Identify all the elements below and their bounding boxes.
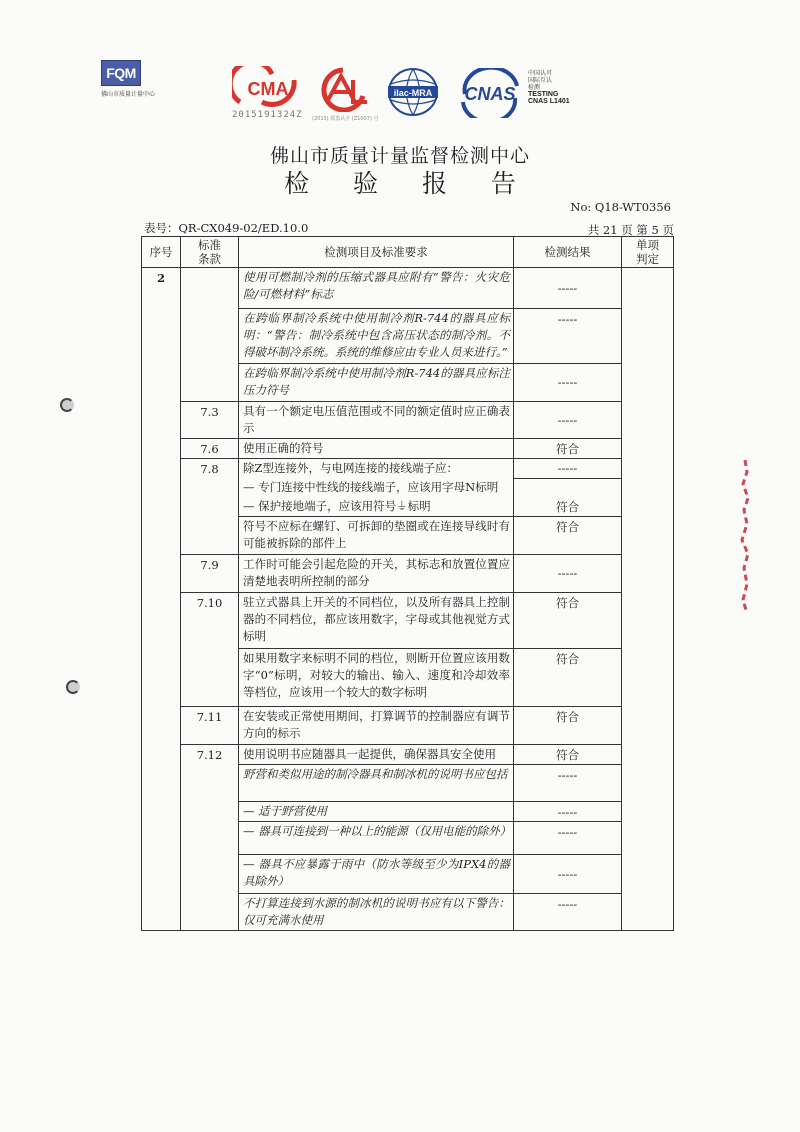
requirement-cell: 使用正确的符号 (239, 439, 514, 459)
result-cell: ----- (514, 555, 622, 593)
result-cell: ----- (514, 364, 622, 402)
requirement-cell: 工作时可能会引起危险的开关，其标志和放置位置应清楚地表明所控制的部分 (239, 555, 514, 593)
fqm-logo-subtitle: 佛山市质量计量中心 (101, 91, 156, 98)
fqm-logo-mark: FQM (101, 60, 141, 86)
requirement-cell: 具有一个额定电压值范围或不同的额定值时应正确表示 (239, 402, 514, 439)
test-report-table (141, 236, 674, 931)
requirement-cell: 除Z型连接外，与电网连接的接线端子应： (239, 459, 514, 479)
result-cell: 符合 (514, 497, 622, 517)
result-cell: 符合 (514, 439, 622, 459)
result-cell: ----- (514, 802, 622, 822)
result-cell: ----- (514, 822, 622, 855)
requirement-cell: 使用可燃制冷剂的压缩式器具应附有“警告：火灾危险/可燃材料”标志 (239, 268, 514, 309)
result-cell: 符合 (514, 517, 622, 555)
requirement-cell: 在跨临界制冷系统中使用制冷剂R-744的器具应标注压力符号 (239, 364, 514, 402)
header-item: 检测项目及标准要求 (239, 237, 514, 268)
ilac-mra-logo-text: ilac-MRA (393, 88, 433, 98)
clause-cell: 7.12 (181, 745, 239, 931)
header-verdict: 单项判定 (622, 237, 674, 268)
result-cell: ----- (514, 894, 622, 931)
page-count: 共 21 页 第 5 页 (587, 223, 674, 237)
cnas-notes (528, 70, 570, 105)
cnas-note-number: CNAS L1401 (528, 98, 570, 105)
header-clause: 标准条款 (181, 237, 239, 268)
cnas-note-line: 检测 (528, 84, 541, 91)
table-row (142, 707, 674, 745)
result-cell: ----- (514, 765, 622, 802)
result-cell: 符合 (514, 745, 622, 765)
requirement-cell: 符号不应标在螺钉、可拆卸的垫圈或在连接导线时有可能被拆除的部件上 (239, 517, 514, 555)
table-row (142, 745, 674, 765)
seq-cell: 2 (142, 268, 181, 931)
result-cell: 符合 (514, 649, 622, 707)
requirement-cell: 在跨临界制冷系统中使用制冷剂R-744的器具应标明：“警告：制冷系统中包含高压状态的制冷剂。不得破坏制冷系统。系统的维修应由专业人员来进行。” (239, 309, 514, 364)
clause-cell: 7.8 (181, 459, 239, 555)
cal-logo (313, 66, 373, 112)
result-cell: ----- (514, 855, 622, 894)
result-cell: ----- (514, 309, 622, 364)
result-cell: 符合 (514, 593, 622, 649)
header-result: 检测结果 (514, 237, 622, 268)
cma-logo-text: CMA (247, 79, 289, 99)
verdict-cell (622, 268, 674, 931)
clause-cell: 7.10 (181, 593, 239, 707)
punch-hole-mark (60, 398, 74, 412)
requirement-cell: — 适于野营使用 (239, 802, 514, 822)
organization-title: 佛山市质量计量监督检测中心 (269, 145, 530, 167)
cal-subtitle: (2015) 质监认字 (Z1007) 号 (312, 116, 379, 122)
cnas-logo (455, 68, 525, 118)
requirement-cell: 如果用数字来标明不同的档位，则断开位置应该用数字“0”标明，对较大的输出、输入、速度和冷却效率等档位，应该用一个较大的数字标明 (239, 649, 514, 707)
fqm-logo (101, 60, 156, 98)
requirement-cell: 使用说明书应随器具一起提供，确保器具安全使用 (239, 745, 514, 765)
cnas-note-testing: TESTING (528, 91, 559, 98)
result-cell: 符合 (514, 707, 622, 745)
requirement-cell: — 专门连接中性线的接线端子，应该用字母N标明 (239, 478, 514, 497)
requirement-cell: — 器具不应暴露于雨中（防水等级至少为IPX4的器具除外） (239, 855, 514, 894)
form-number: 表号：QR-CX049-02/ED.10.0 (144, 221, 309, 235)
cnas-note-line: 中国认可 (528, 70, 553, 77)
cma-number: 2015191324Z (232, 110, 303, 120)
cnas-logo-text: CNAS (464, 84, 516, 104)
edge-stamp-mark (738, 460, 752, 610)
clause-cell: 7.6 (181, 439, 239, 459)
requirement-cell: — 保护接地端子，应该用符号⏚标明 (239, 497, 514, 517)
clause-cell: 7.9 (181, 555, 239, 593)
table-row (142, 459, 674, 479)
report-title: 检 验 报 告 (284, 169, 534, 198)
table-row (142, 268, 674, 309)
result-cell: ----- (514, 402, 622, 439)
table-row (142, 439, 674, 459)
table-header-row (142, 237, 674, 268)
result-cell: ----- (514, 459, 622, 479)
requirement-cell: 野营和类似用途的制冷器具和制冰机的说明书应包括 (239, 765, 514, 802)
requirement-cell: — 器具可连接到一种以上的能源（仅用电能的除外） (239, 822, 514, 855)
report-number: No: Q18-WT0356 (570, 200, 671, 214)
requirement-cell: 不打算连接到水源的制冰机的说明书应有以下警告：仅可充满水使用 (239, 894, 514, 931)
punch-hole-mark (66, 680, 80, 694)
cma-logo (232, 66, 304, 108)
table-row (142, 593, 674, 649)
table-row (142, 402, 674, 439)
result-cell (514, 478, 622, 497)
cnas-note-line: 国际互认 (528, 77, 553, 84)
header-seq: 序号 (142, 237, 181, 268)
result-cell: ----- (514, 268, 622, 309)
requirement-cell: 在安装或正常使用期间，打算调节的控制器应有调节方向的标示 (239, 707, 514, 745)
clause-cell: 7.3 (181, 402, 239, 439)
table-row (142, 555, 674, 593)
clause-cell (181, 268, 239, 402)
requirement-cell: 驻立式器具上开关的不同档位，以及所有器具上控制器的不同档位，都应该用数字，字母或其他视觉方式标明 (239, 593, 514, 649)
ilac-mra-logo (384, 66, 442, 118)
clause-cell: 7.11 (181, 707, 239, 745)
